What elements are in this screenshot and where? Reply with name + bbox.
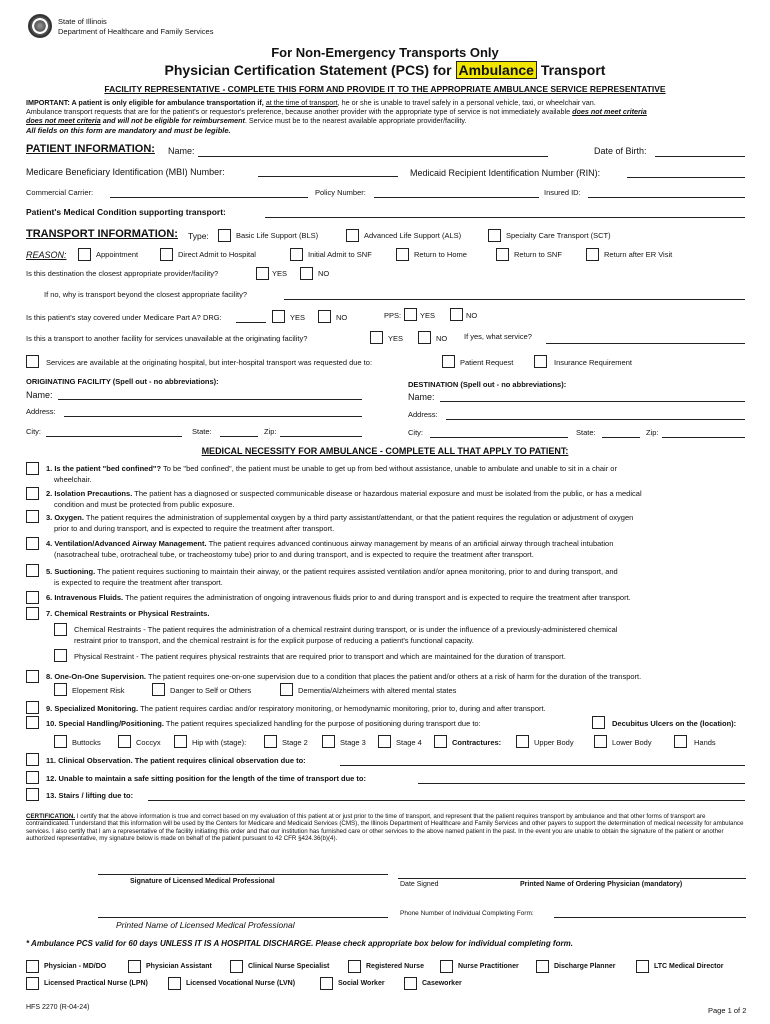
chemical-restraint-text-b: restraint prior to transport, and the chemical restraint is for the explicit purpose of reducing a patient's functional capacity.	[74, 636, 474, 645]
buttocks-checkbox[interactable]	[54, 735, 67, 748]
dob-field[interactable]	[655, 156, 745, 157]
direct-admit-label: Direct Admit to Hospital	[178, 250, 256, 259]
pps-no-label: NO	[466, 311, 478, 320]
closest-no-checkbox[interactable]	[300, 267, 313, 280]
role-rn-checkbox[interactable]	[348, 960, 361, 973]
mandatory-notice: All fields on this form are mandatory and must be legible.	[26, 126, 231, 135]
role-planner-label: Discharge Planner	[554, 963, 616, 970]
pps-yes-checkbox[interactable]	[404, 308, 417, 321]
role-lpn-checkbox[interactable]	[26, 977, 39, 990]
physical-restraint-text: Physical Restraint - The patient requires physical restraints that are required prior to transport and which are maintained for the duration of transport.	[74, 652, 566, 661]
suctioning-checkbox[interactable]	[26, 564, 39, 577]
appointment-label: Appointment	[96, 250, 139, 259]
certification-text: I certify that the above information is true and correct based on my evaluation of this patient at or just prior to the time of transport, and represent that the patient requires transport by ambulance and that other forms of transport are contraindicated. I understand that this information will be used by the Centers for Medicare and Medicaid Services (CMS), the Illinois Department of Healthcare and Family Services and other payers to support the determination of medical necessity for ambulance services. I also certify that I am a representative of the facility initiating this order and that our institution has furnished care or other services to the above named patient in the past. In the event you are unable to obtain the signature of the patient or another authorized representative, my signature below is made on behalf of the patient pursuant to 42 CFR §424.36(b)(4).	[26, 813, 744, 842]
signature-label: Signature of Licensed Medical Professional	[130, 878, 275, 885]
dest-zip-field[interactable]	[662, 437, 745, 438]
item-3-text: The patient requires the administration of supplemental oxygen by a third party assistant/attendant, or that the patient requires the regulation or adjustment of oxygen	[85, 513, 634, 522]
pps-no-checkbox[interactable]	[450, 308, 463, 321]
monitoring-checkbox[interactable]	[26, 701, 39, 714]
page-number: Page 1 of 2	[708, 1006, 747, 1015]
danger-label: Danger to Self or Others	[170, 686, 252, 695]
origin-city-label: City:	[26, 427, 41, 436]
important-line-1	[26, 98, 596, 107]
stage3-label: Stage 3	[340, 738, 366, 747]
item-2b: condition and must be protected from public exposure.	[54, 500, 235, 509]
closest-no-label: NO	[318, 269, 330, 278]
chemical-restraint-text: Chemical Restraints - The patient requires the administration of a chemical restraint during transport, or is under the influence of a previously-administered chemical	[74, 625, 618, 634]
hip-label: Hip with (stage):	[192, 738, 247, 747]
parta-yes-label: YES	[290, 313, 306, 322]
supervision-checkbox[interactable]	[26, 670, 39, 683]
date-signed-label: Date Signed	[400, 881, 439, 888]
contractures-label: Contractures:	[452, 738, 502, 747]
printed-licensed-field[interactable]	[98, 917, 388, 918]
return-home-label: Return to Home	[414, 250, 467, 259]
origin-city-field[interactable]	[46, 436, 182, 437]
restraints-checkbox[interactable]	[26, 607, 39, 620]
origin-address-field[interactable]	[64, 416, 362, 417]
initial-snf-checkbox[interactable]	[290, 248, 303, 261]
dest-address-label: Address:	[408, 410, 438, 419]
item-6-text: The patient requires the administration of ongoing intravenous fluids prior to and during transport and is expected to require the treatment after transport.	[125, 593, 631, 602]
dept-label: Department of Healthcare and Family Services	[58, 27, 214, 36]
type-label: Type:	[188, 231, 209, 241]
item-6-lead: 6. Intravenous Fluids.	[46, 593, 124, 602]
origin-name-field[interactable]	[58, 399, 362, 400]
als-checkbox[interactable]	[346, 229, 359, 242]
dest-name-label: Name:	[408, 392, 435, 402]
return-snf-label: Return to SNF	[514, 250, 562, 259]
item-9-text: The patient requires cardiac and/or respiratory monitoring, or hemodynamic monitoring, prior to, during and after transport.	[140, 704, 546, 713]
dementia-label: Dementia/Alzheimers with altered mental states	[298, 686, 457, 695]
dest-address-field[interactable]	[446, 419, 745, 420]
role-caseworker-label: Caseworker	[422, 980, 462, 987]
item-10	[46, 719, 481, 728]
another-no-checkbox[interactable]	[418, 331, 431, 344]
buttocks-label: Buttocks	[72, 738, 101, 747]
item-3	[46, 513, 633, 522]
isolation-checkbox[interactable]	[26, 487, 39, 500]
role-ltc-label: LTC Medical Director	[654, 963, 724, 970]
condition-field[interactable]	[265, 217, 745, 218]
return-er-checkbox[interactable]	[586, 248, 599, 261]
item-1-text: To be "bed confined", the patient must be unable to get up from bed without assistance, unable to ambulate and unable to sit in a chair or	[163, 464, 617, 473]
stage4-label: Stage 4	[396, 738, 422, 747]
important-rest-2: . Service must be to the nearest available appropriate provider/facility.	[244, 116, 467, 125]
elopement-label: Elopement Risk	[72, 686, 125, 695]
role-lvn-checkbox[interactable]	[168, 977, 181, 990]
item-5	[46, 567, 618, 576]
drg-field[interactable]	[236, 322, 266, 323]
origin-state-field[interactable]	[220, 436, 258, 437]
role-md-checkbox[interactable]	[26, 960, 39, 973]
upper-body-checkbox[interactable]	[516, 735, 529, 748]
observation-field[interactable]	[340, 765, 745, 766]
role-np-checkbox[interactable]	[440, 960, 453, 973]
dest-city-label: City:	[408, 428, 423, 437]
parta-no-label: NO	[336, 313, 348, 322]
closest-question: Is this destination the closest appropriate provider/facility?	[26, 269, 219, 278]
item-9-lead: 9. Specialized Monitoring.	[46, 704, 139, 713]
another-yes-checkbox[interactable]	[370, 331, 383, 344]
phone-label: Phone Number of Individual Completing Form:	[400, 910, 534, 917]
form-number: HFS 2270 (R-04-24)	[26, 1004, 90, 1011]
item-4-lead: 4. Ventilation/Advanced Airway Management.	[46, 539, 207, 548]
origin-zip-label: Zip:	[264, 427, 277, 436]
sct-checkbox[interactable]	[488, 229, 501, 242]
another-yes-label: YES	[388, 334, 404, 343]
item-1b: wheelchair.	[54, 475, 92, 484]
role-np-label: Nurse Practitioner	[458, 963, 519, 970]
stage2-label: Stage 2	[282, 738, 308, 747]
dest-zip-label: Zip:	[646, 428, 659, 437]
dest-city-field[interactable]	[430, 437, 568, 438]
dest-name-field[interactable]	[440, 401, 745, 402]
parta-question: Is this patient's stay covered under Medicare Part A? DRG:	[26, 313, 222, 322]
patient-name-field[interactable]	[198, 156, 548, 157]
return-er-label: Return after ER Visit	[604, 250, 673, 259]
another-no-label: NO	[436, 334, 448, 343]
important-lead: IMPORTANT: A patient is only eligible for ambulance transportation if,	[26, 98, 264, 107]
role-pa-label: Physician Assistant	[146, 963, 212, 970]
item-13: 13. Stairs / lifting due to:	[46, 791, 134, 800]
necessity-heading: MEDICAL NECESSITY FOR AMBULANCE - COMPLETE ALL THAT APPLY TO PATIENT:	[201, 446, 569, 456]
sitting-field[interactable]	[418, 783, 745, 784]
condition-label: Patient's Medical Condition supporting transport:	[26, 207, 226, 217]
stairs-field[interactable]	[148, 800, 745, 801]
title-part-c: Transport	[540, 62, 606, 78]
role-rn-label: Registered Nurse	[366, 963, 424, 970]
bls-label: Basic Life Support (BLS)	[236, 231, 319, 240]
what-service-field[interactable]	[546, 343, 745, 344]
dob-label: Date of Birth:	[594, 146, 647, 156]
role-sw-checkbox[interactable]	[320, 977, 333, 990]
patient-info-heading: PATIENT INFORMATION:	[26, 143, 155, 155]
origin-zip-field[interactable]	[280, 436, 362, 437]
role-cns-checkbox[interactable]	[230, 960, 243, 973]
mbi-label: Medicare Beneficiary Identification (MBI) Number:	[26, 167, 225, 177]
item-8-lead: 8. One-On-One Supervision.	[46, 672, 147, 681]
item-12: 12. Unable to maintain a safe sitting position for the length of the time of transport due to:	[46, 774, 367, 783]
coccyx-label: Coccyx	[136, 738, 161, 747]
contractures-checkbox[interactable]	[434, 735, 447, 748]
stairs-checkbox[interactable]	[26, 788, 39, 801]
appointment-checkbox[interactable]	[78, 248, 91, 261]
origin-heading: ORIGINATING FACILITY (Spell out - no abbreviations):	[26, 377, 219, 386]
certification	[26, 813, 746, 842]
origin-state-label: State:	[192, 427, 212, 436]
patient-request-label: Patient Request	[460, 358, 514, 367]
elopement-checkbox[interactable]	[54, 683, 67, 696]
another-facility-question: Is this a transport to another facility for services unavailable at the originating facility?	[26, 334, 308, 343]
item-10-text: The patient requires specialized handling for the purpose of positioning during transport due to:	[165, 719, 481, 728]
role-lvn-label: Licensed Vocational Nurse (LVN)	[186, 980, 296, 987]
facility-rep-instruction: FACILITY REPRESENTATIVE - COMPLETE THIS FORM AND PROVIDE IT TO THE APPROPRIATE AMBULANCE SERVICE REPRESENTATIVE	[104, 84, 666, 94]
state-label: State of Illinois	[58, 17, 107, 26]
stage4-checkbox[interactable]	[378, 735, 391, 748]
observation-checkbox[interactable]	[26, 753, 39, 766]
beyond-field[interactable]	[284, 299, 745, 300]
iv-fluids-checkbox[interactable]	[26, 591, 39, 604]
important-text-2: Ambulance transport requests that are for the patient's or requestor's preference, because another provider with the appropriate type of service is not immediately available	[26, 107, 571, 116]
ventilation-checkbox[interactable]	[26, 537, 39, 550]
date-signed-field[interactable]	[398, 878, 506, 879]
what-service-label: If yes, what service?	[464, 332, 532, 341]
item-5-lead: 5. Suctioning.	[46, 567, 96, 576]
item-1	[46, 464, 617, 473]
item-6	[46, 593, 631, 602]
item-5-text: The patient requires suctioning to maintain their airway, or the patient requires assisted ventilation and/or apnea monitoring, prior to and during transport, and	[97, 567, 618, 576]
role-lpn-label: Licensed Practical Nurse (LPN)	[44, 980, 148, 987]
decubitus-checkbox[interactable]	[592, 716, 605, 729]
hands-checkbox[interactable]	[674, 735, 687, 748]
oxygen-checkbox[interactable]	[26, 510, 39, 523]
pps-label: PPS:	[384, 311, 402, 320]
validity-notice: * Ambulance PCS valid for 60 days UNLESS IT IS A HOSPITAL DISCHARGE. Please check appropriate box below for individual completing form.	[26, 939, 573, 948]
item-2-lead: 2. Isolation Precautions.	[46, 489, 133, 498]
role-pa-checkbox[interactable]	[128, 960, 141, 973]
printed-ordering-field[interactable]	[506, 878, 746, 879]
services-available-label: Services are available at the originating hospital, but inter-hospital transport was requested due to:	[46, 358, 373, 367]
item-2	[46, 489, 642, 498]
state-seal-icon	[28, 14, 52, 38]
printed-ordering-label: Printed Name of Ordering Physician (mandatory)	[520, 881, 683, 888]
chemical-restraint-checkbox[interactable]	[54, 623, 67, 636]
physical-restraint-checkbox[interactable]	[54, 649, 67, 662]
item-10-lead: 10. Special Handling/Positioning.	[46, 719, 164, 728]
important-not-meet-2: does not meet criteria	[26, 116, 101, 125]
item-4b: (nasotracheal tube, orotracheal tube, or tracheostomy tube) prior to and during transport, and is expected to require the treatment after transport.	[54, 550, 534, 559]
item-3-lead: 3. Oxygen.	[46, 513, 84, 522]
danger-checkbox[interactable]	[152, 683, 165, 696]
insured-field[interactable]	[588, 197, 745, 198]
role-cns-label: Clinical Nurse Specialist	[248, 963, 330, 970]
item-8-text: The patient requires one-on-one supervision due to a condition that places the patient and/or others at a risk of harm for the duration of the transport.	[147, 672, 642, 681]
important-no-reimb: will not be eligible for reimbursement	[117, 116, 245, 125]
origin-address-label: Address:	[26, 407, 56, 416]
role-sw-label: Social Worker	[338, 980, 385, 987]
initial-snf-label: Initial Admit to SNF	[308, 250, 372, 259]
printed-licensed-label: Printed Name of Licensed Medical Professional	[116, 920, 295, 930]
patient-request-checkbox[interactable]	[442, 355, 455, 368]
policy-field[interactable]	[374, 197, 539, 198]
stage2-checkbox[interactable]	[264, 735, 277, 748]
hands-label: Hands	[694, 738, 716, 747]
page-title	[0, 62, 770, 78]
hip-checkbox[interactable]	[174, 735, 187, 748]
lower-body-checkbox[interactable]	[594, 735, 607, 748]
signature-field[interactable]	[98, 874, 388, 875]
reason-label: REASON:	[26, 250, 67, 260]
beyond-question: If no, why is transport beyond the closest appropriate facility?	[44, 290, 248, 299]
lower-body-label: Lower Body	[612, 738, 652, 747]
sct-label: Specialty Care Transport (SCT)	[506, 231, 611, 240]
item-2-text: The patient has a diagnosed or suspected communicable disease or hazardous material exposure and must be isolated from the public, or has a medical	[134, 489, 642, 498]
return-snf-checkbox[interactable]	[496, 248, 509, 261]
important-not-meet: does not meet criteria	[572, 107, 647, 116]
bls-checkbox[interactable]	[218, 229, 231, 242]
title-highlight: Ambulance	[456, 61, 537, 79]
carrier-label: Commercial Carrier:	[26, 188, 94, 197]
dest-state-label: State:	[576, 428, 596, 437]
item-4	[46, 539, 613, 548]
als-label: Advanced Life Support (ALS)	[364, 231, 462, 240]
upper-body-label: Upper Body	[534, 738, 574, 747]
item-7-lead: 7. Chemical Restraints or Physical Restraints.	[46, 609, 210, 618]
bed-confined-checkbox[interactable]	[26, 462, 39, 475]
coccyx-checkbox[interactable]	[118, 735, 131, 748]
insured-label: Insured ID:	[544, 188, 581, 197]
rin-label: Medicaid Recipient Identification Number (RIN):	[410, 168, 601, 178]
item-9	[46, 704, 546, 713]
patient-name-label: Name:	[168, 146, 195, 156]
item-11: 11. Clinical Observation. The patient requires clinical observation due to:	[46, 756, 306, 765]
insurance-requirement-checkbox[interactable]	[534, 355, 547, 368]
rin-field[interactable]	[627, 177, 745, 178]
title-part-a: Physician Certification Statement (PCS) for	[164, 62, 452, 78]
role-planner-checkbox[interactable]	[536, 960, 549, 973]
important-and: and	[102, 116, 116, 125]
role-md-label: Physician - MD/DO	[44, 963, 107, 970]
destination-heading: DESTINATION (Spell out - no abbreviations):	[408, 380, 567, 389]
certification-label: CERTIFICATION.	[26, 813, 76, 820]
role-ltc-checkbox[interactable]	[636, 960, 649, 973]
pps-yes-label: YES	[420, 311, 436, 320]
item-3b: prior to and during transport, and is expected to require the treatment after transport.	[54, 524, 335, 533]
handling-checkbox[interactable]	[26, 716, 39, 729]
insurance-requirement-label: Insurance Requirement	[554, 358, 632, 367]
decubitus-label: Decubitus Ulcers on the (location):	[612, 719, 737, 728]
carrier-field[interactable]	[110, 197, 308, 198]
phone-field[interactable]	[554, 917, 746, 918]
item-5b: is expected to require the treatment after transport.	[54, 578, 223, 587]
important-line-2	[26, 107, 647, 116]
closest-yes-label: YES	[272, 269, 288, 278]
dest-state-field[interactable]	[602, 437, 640, 438]
closest-yes-checkbox[interactable]	[256, 267, 269, 280]
origin-name-label: Name:	[26, 390, 53, 400]
mbi-field[interactable]	[258, 176, 398, 177]
role-caseworker-checkbox[interactable]	[404, 977, 417, 990]
title-line-1: For Non-Emergency Transports Only	[271, 45, 499, 60]
parta-no-checkbox[interactable]	[318, 310, 331, 323]
item-8	[46, 672, 641, 681]
dementia-checkbox[interactable]	[280, 683, 293, 696]
transport-info-heading: TRANSPORT INFORMATION:	[26, 228, 178, 240]
direct-admit-checkbox[interactable]	[160, 248, 173, 261]
sitting-checkbox[interactable]	[26, 771, 39, 784]
item-1-lead: 1. Is the patient "bed confined"?	[46, 464, 162, 473]
stage3-checkbox[interactable]	[322, 735, 335, 748]
important-rest-1: , he or she is unable to travel safely in a personal vehicle, taxi, or wheelchair van.	[337, 98, 596, 107]
important-line-3	[26, 116, 467, 125]
services-available-checkbox[interactable]	[26, 355, 39, 368]
parta-yes-checkbox[interactable]	[272, 310, 285, 323]
item-4-text: The patient requires advanced continuous airway management by means of an artificial airway through tracheal intubation	[208, 539, 614, 548]
return-home-checkbox[interactable]	[396, 248, 409, 261]
policy-label: Policy Number:	[315, 188, 366, 197]
important-time: at the time of transport	[265, 98, 338, 107]
